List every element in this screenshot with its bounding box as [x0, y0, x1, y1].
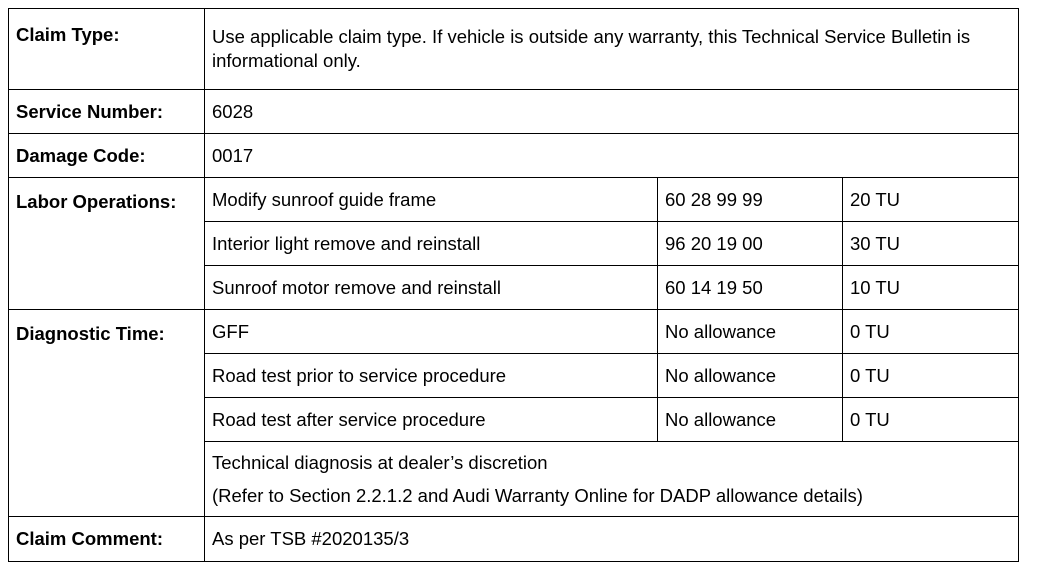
claim-comment-label: Claim Comment: [9, 517, 205, 562]
claim-comment-row [9, 517, 1019, 562]
damage-code-label: Damage Code: [9, 134, 205, 178]
labor-operation-time: 10 TU [843, 266, 1019, 310]
diagnostic-description: GFF [205, 310, 658, 354]
diagnostic-time-label: Diagnostic Time: [9, 310, 205, 517]
diagnostic-description: Road test after service procedure [205, 398, 658, 442]
damage-code-row [9, 134, 1019, 178]
diagnostic-allowance: No allowance [658, 310, 843, 354]
diagnostic-note [205, 442, 1019, 517]
damage-code-value: 0017 [205, 134, 1019, 178]
service-number-row [9, 90, 1019, 134]
labor-operation-code: 60 28 99 99 [658, 178, 843, 222]
warranty-claim-table [8, 8, 1019, 562]
service-number-label: Service Number: [9, 90, 205, 134]
diagnostic-time-value: 0 TU [843, 398, 1019, 442]
claim-type-value: Use applicable claim type. If vehicle is outside any warranty, this Technical Service Bulletin is informational only. [205, 9, 1019, 90]
diagnostic-time-row [9, 310, 1019, 354]
claim-type-label: Claim Type: [9, 9, 205, 90]
labor-operation-code: 96 20 19 00 [658, 222, 843, 266]
diagnostic-note-line: Technical diagnosis at dealer’s discretion [212, 452, 548, 473]
labor-operation-description: Interior light remove and reinstall [205, 222, 658, 266]
labor-operation-description: Modify sunroof guide frame [205, 178, 658, 222]
diagnostic-time-value: 0 TU [843, 310, 1019, 354]
labor-operation-time: 20 TU [843, 178, 1019, 222]
claim-comment-value: As per TSB #2020135/3 [205, 517, 1019, 562]
diagnostic-note-reference: (Refer to Section 2.2.1.2 and Audi Warranty Online for DADP allowance details) [212, 485, 863, 506]
labor-operation-row [9, 178, 1019, 222]
diagnostic-allowance: No allowance [658, 354, 843, 398]
diagnostic-description: Road test prior to service procedure [205, 354, 658, 398]
diagnostic-allowance: No allowance [658, 398, 843, 442]
claim-type-row [9, 9, 1019, 90]
labor-operation-code: 60 14 19 50 [658, 266, 843, 310]
labor-operation-time: 30 TU [843, 222, 1019, 266]
diagnostic-time-value: 0 TU [843, 354, 1019, 398]
service-number-value: 6028 [205, 90, 1019, 134]
labor-operation-description: Sunroof motor remove and reinstall [205, 266, 658, 310]
labor-operations-label: Labor Operations: [9, 178, 205, 310]
